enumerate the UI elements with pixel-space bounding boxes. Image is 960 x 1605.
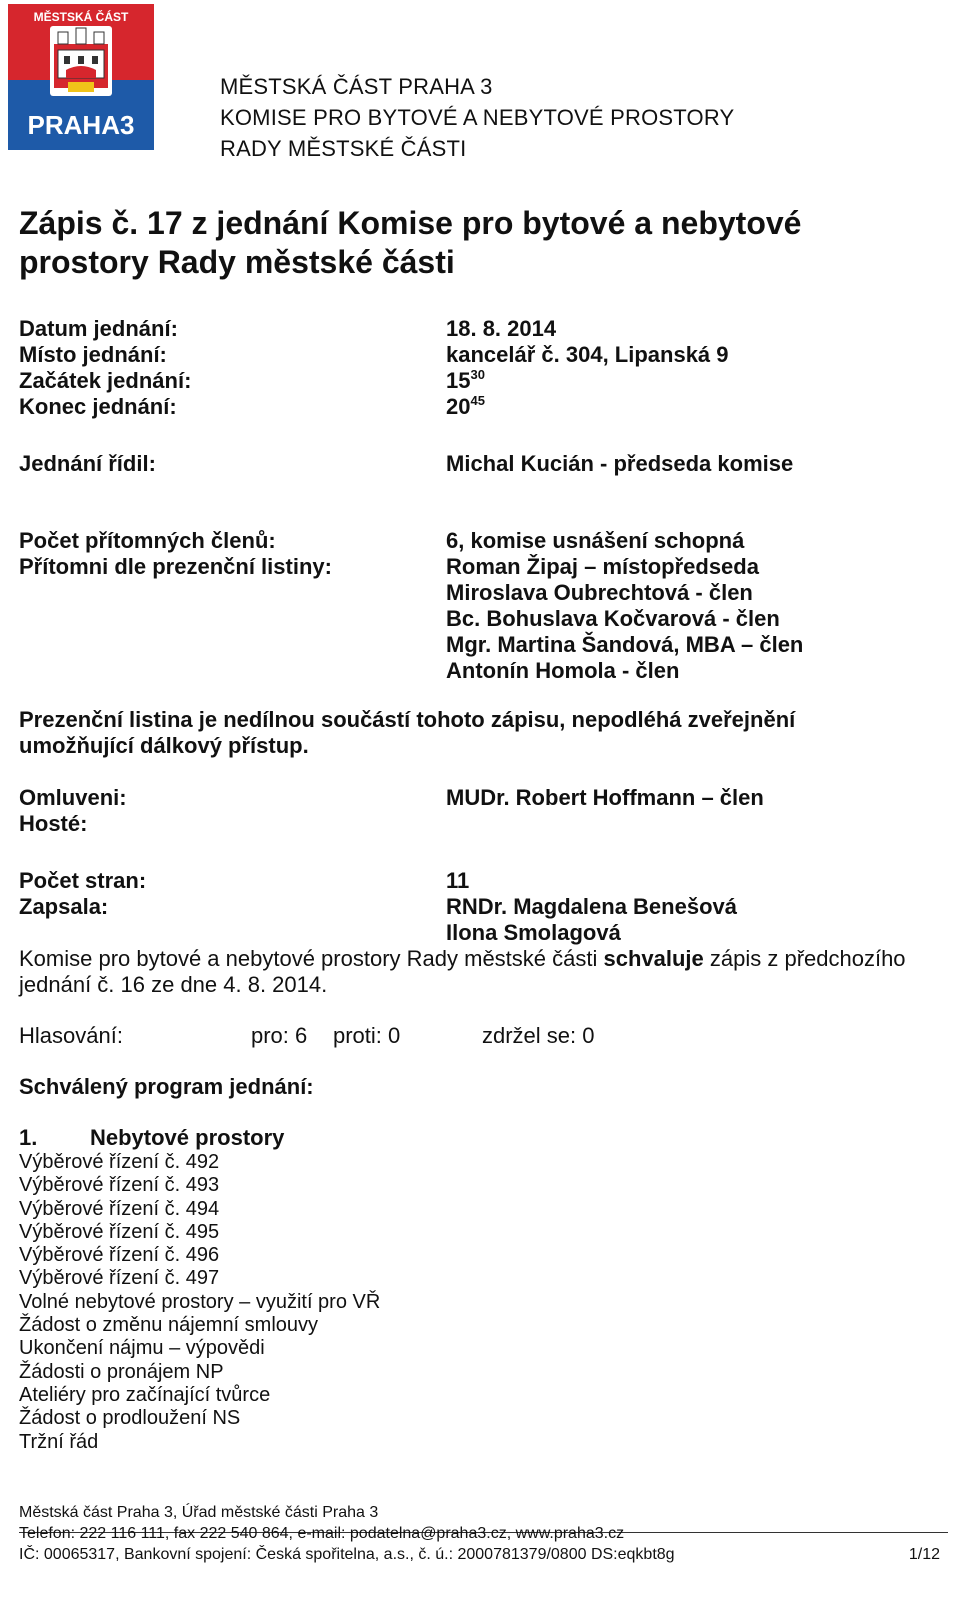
start-label: Začátek jednání: [19, 368, 192, 393]
guests-label: Hosté: [19, 811, 88, 836]
page-count-label: Počet stran: [19, 868, 147, 893]
list-item: Žádosti o pronájem NP [19, 1360, 224, 1383]
recorded-value-1: RNDr. Magdalena Benešová [446, 894, 737, 919]
coat-of-arms-icon [8, 4, 154, 150]
place-label: Místo jednání: [19, 342, 167, 367]
member-item: Antonín Homola - člen [446, 658, 680, 683]
list-item: Výběrové řízení č. 494 [19, 1197, 220, 1220]
list-item: Výběrové řízení č. 497 [19, 1267, 220, 1290]
praha3-logo [8, 4, 154, 150]
list-item: Žádost o prodloužení NS [19, 1407, 241, 1430]
place-value: kancelář č. 304, Lipanská 9 [446, 342, 729, 367]
list-item: Výběrové řízení č. 492 [19, 1151, 220, 1173]
present-label: Přítomni dle prezenční listiny: [19, 554, 332, 579]
footer-line-2: Telefon: 222 116 111, fax 222 540 864, e-mail: podatelna@praha3.cz, www.praha3.cz [19, 1525, 625, 1542]
count-value: 6, komise usnášení schopná [446, 528, 745, 553]
start-time [446, 368, 485, 394]
member-item: Bc. Bohuslava Kočvarová - člen [446, 606, 780, 631]
approval-line-2: jednání č. 16 ze dne 4. 8. 2014. [19, 972, 328, 997]
start-hour: 15 [446, 368, 471, 393]
vote-zdrzel: zdržel se: 0 [482, 1023, 595, 1048]
chair-label: Jednání řídil: [19, 451, 156, 476]
list-item: Žádost o změnu nájemní smlouvy [19, 1314, 319, 1337]
count-label: Počet přítomných členů: [19, 528, 276, 553]
list-item: Výběrové řízení č. 496 [19, 1244, 220, 1267]
page-number: 1/12 [908, 1546, 940, 1563]
approval-text-post: zápis z předchozího [703, 946, 906, 971]
section-number: 1. [19, 1125, 38, 1150]
approval-line-1 [19, 946, 906, 972]
end-minutes: 45 [470, 393, 485, 408]
header-line-3: RADY MĚSTSKÉ ČÁSTI [220, 136, 467, 161]
logo-top-text: MĚSTSKÁ ČÁST [33, 10, 129, 24]
approval-text-bold: schvaluje [603, 946, 704, 971]
list-item: Výběrové řízení č. 493 [19, 1174, 220, 1197]
end-time [446, 394, 485, 420]
header-line-1: MĚSTSKÁ ČÁST PRAHA 3 [220, 74, 493, 99]
end-hour: 20 [446, 394, 471, 419]
list-item: Ukončení nájmu – výpovědi [19, 1337, 265, 1360]
header-line-2: KOMISE PRO BYTOVÉ A NEBYTOVÉ PROSTORY [220, 105, 735, 130]
footer-line-1: Městská část Praha 3, Úřad městské části Praha 3 [19, 1504, 379, 1521]
member-list [446, 554, 803, 684]
date-label: Datum jednání: [19, 316, 178, 341]
list-item: Výběrové řízení č. 495 [19, 1220, 220, 1243]
date-value: 18. 8. 2014 [446, 316, 557, 341]
vote-proti: proti: 0 [333, 1023, 401, 1048]
title-line-1: Zápis č. 17 z jednání Komise pro bytové a nebytové [19, 205, 802, 241]
member-item: Miroslava Oubrechtová - člen [446, 580, 753, 605]
recorded-value-2: Ilona Smolagová [446, 920, 621, 945]
logo-bottom-text: PRAHA3 [27, 110, 135, 140]
list-item: Ateliéry pro začínající tvůrce [19, 1383, 271, 1406]
program-heading: Schválený program jednání: [19, 1074, 314, 1099]
list-item: Tržní řád [19, 1430, 99, 1453]
footer-line-3: IČ: 00065317, Bankovní spojení: Česká spořitelna, a.s., č. ú.: 2000781379/0800 DS:eqkbt8g [19, 1546, 675, 1563]
attendance-note-line-2: umožňující dálkový přístup. [19, 733, 309, 758]
chair-value: Michal Kucián - předseda komise [446, 451, 794, 476]
recorded-label: Zapsala: [19, 894, 109, 919]
page-count-value: 11 [446, 868, 470, 893]
list-item: Volné nebytové prostory – využití pro VŘ [19, 1290, 381, 1313]
excused-label: Omluveni: [19, 785, 127, 810]
member-item: Mgr. Martina Šandová, MBA – člen [446, 632, 804, 657]
program-list [19, 1151, 380, 1454]
attendance-note-line-1: Prezenční listina je nedílnou součástí tohoto zápisu, nepodléhá zveřejnění [19, 707, 796, 732]
member-item: Roman Žipaj – místopředseda [446, 554, 759, 579]
start-minutes: 30 [470, 367, 485, 382]
excused-value: MUDr. Robert Hoffmann – člen [446, 785, 764, 810]
end-label: Konec jednání: [19, 394, 177, 419]
vote-pro: pro: 6 [251, 1023, 308, 1048]
vote-label: Hlasování: [19, 1023, 123, 1048]
document-title [19, 204, 801, 282]
section-title: Nebytové prostory [90, 1125, 285, 1150]
approval-text-pre: Komise pro bytové a nebytové prostory Rady městské části [19, 946, 604, 971]
title-line-2: prostory Rady městské části [19, 244, 455, 280]
